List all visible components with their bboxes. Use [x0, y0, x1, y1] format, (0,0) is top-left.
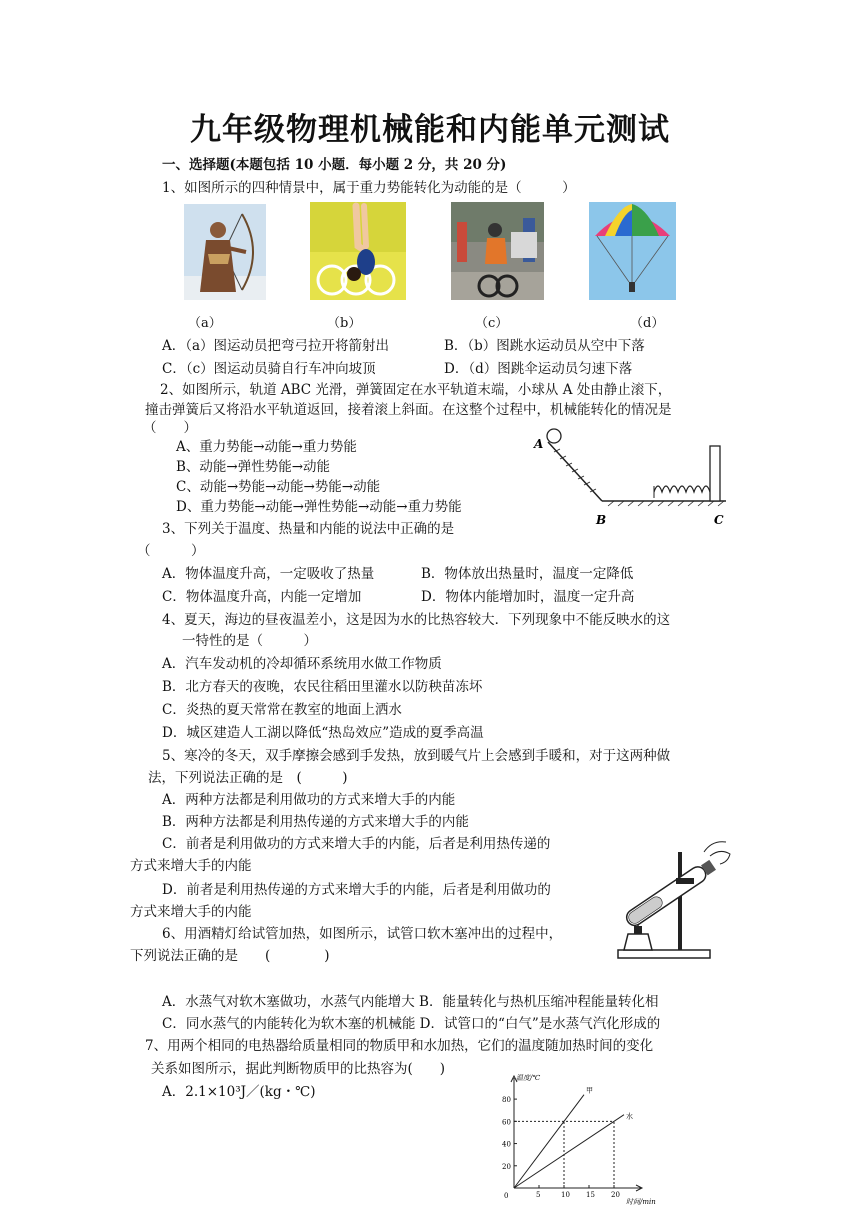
q5-option-c-line2: 方式来增大手的内能 — [130, 858, 252, 874]
q2-stem-line2: 撞击弹簧后又将沿水平轨道返回，接着滚上斜面。在这整个过程中，机械能转化的情况是 — [145, 402, 672, 418]
q5-option-d-line1: D．前者是利用热传递的方式来增大手的内能，后者是利用做功的 — [162, 882, 551, 898]
q7-stem-line2: 关系如图所示，据此判断物质甲的比热容为( ) — [151, 1061, 446, 1077]
x-tick-label: 5 — [536, 1191, 541, 1199]
series-line-0 — [514, 1095, 584, 1188]
y-axis-label: 温度/℃ — [516, 1074, 541, 1082]
q2-option-b: B、动能→弹性势能→动能 — [176, 459, 331, 475]
origin-label: 0 — [504, 1192, 509, 1200]
q2-option-d: D、重力势能→动能→弹性势能→动能→重力势能 — [176, 499, 462, 515]
archer-photo — [184, 204, 266, 300]
q3-option-a: A．物体温度升高，一定吸收了热量 — [162, 566, 375, 582]
x-tick-label: 20 — [611, 1191, 620, 1199]
q3-option-b: B．物体放出热量时，温度一定降低 — [421, 566, 634, 582]
q3-stem-line2: （ ） — [137, 543, 205, 559]
label-a: A — [534, 437, 544, 451]
diver-photo — [310, 202, 406, 300]
label-c: C — [714, 513, 724, 527]
x-tick-label: 15 — [586, 1191, 595, 1199]
series-label-1: 水 — [626, 1112, 633, 1121]
q5-option-c-line1: C．前者是利用做功的方式来增大手的内能，后者是利用热传递的 — [162, 836, 551, 852]
q3-stem-line1: 3、下列关于温度、热量和内能的说法中正确的是 — [162, 521, 455, 537]
q1-option-b: B．（b）图跳水运动员从空中下落 — [444, 338, 645, 354]
q1-option-d: D．（d）图跳伞运动员匀速下落 — [444, 361, 633, 377]
q4-option-a: A．汽车发动机的冷却循环系统用水做工作物质 — [162, 656, 442, 672]
parachute-photo — [589, 202, 676, 300]
q6-stem-line1: 6、用酒精灯给试管加热，如图所示，试管口软木塞冲出的过程中， — [162, 926, 563, 942]
y-tick-label: 20 — [502, 1162, 511, 1171]
temperature-time-chart — [494, 1070, 684, 1210]
page-title: 九年级物理机械能和内能单元测试 — [190, 112, 670, 148]
q5-stem-line2: 法，下列说法正确的是 ( ) — [148, 770, 348, 786]
y-tick-label: 60 — [502, 1118, 511, 1127]
y-tick-label: 40 — [502, 1140, 511, 1149]
q5-option-a: A．两种方法都是利用做功的方式来增大手的内能 — [162, 792, 456, 808]
q7-stem-line1: 7、用两个相同的电热器给质量相同的物质甲和水加热，它们的温度随加热时间的变化 — [145, 1038, 654, 1054]
section-heading: 一、选择题(本题包括 10 小题．每小题 2 分，共 20 分) — [162, 157, 507, 173]
cyclist-photo — [451, 202, 544, 300]
q4-option-d: D．城区建造人工湖以降低“热岛效应”造成的夏季高温 — [162, 725, 484, 741]
q4-stem-line2: 一特性的是（ ） — [182, 633, 317, 649]
q5-option-d-line2: 方式来增大手的内能 — [130, 904, 252, 920]
q1-option-c: C．（c）图运动员骑自行车冲向坡顶 — [162, 361, 376, 377]
q2-option-c: C、动能→势能→动能→势能→动能 — [176, 479, 381, 495]
series-label-0: 甲 — [586, 1086, 593, 1095]
caption-d: （d） — [630, 316, 665, 331]
q4-stem-line1: 4、夏天，海边的昼夜温差小，这是因为水的比热容较大．下列现象中不能反映水的这 — [162, 612, 671, 628]
q2-option-a: A、重力势能→动能→重力势能 — [176, 439, 357, 455]
x-axis-label: 时间/min — [626, 1198, 656, 1206]
q6-options-cd: C．同水蒸气的内能转化为软木塞的机械能 D．试管口的“白气”是水蒸气汽化形成的 — [162, 1016, 661, 1032]
q4-option-b: B．北方春天的夜晚，农民往稻田里灌水以防秧苗冻坏 — [162, 679, 483, 695]
q5-stem-line1: 5、寒冷的冬天，双手摩擦会感到手发热，放到暖气片上会感到手暖和，对于这两种做 — [162, 748, 671, 764]
q4-option-c: C．炎热的夏天常常在教室的地面上洒水 — [162, 702, 402, 718]
label-b: B — [596, 513, 607, 527]
caption-a: （a） — [188, 316, 222, 331]
caption-c: （c） — [475, 316, 509, 331]
q6-options-ab: A．水蒸气对软木塞做功，水蒸气内能增大 B．能量转化与热机压缩冲程能量转化相 — [162, 994, 659, 1010]
q5-option-b: B．两种方法都是利用热传递的方式来增大手的内能 — [162, 814, 469, 830]
caption-b: （b） — [327, 316, 362, 331]
q1-stem: 1、如图所示的四种情景中，属于重力势能转化为动能的是（ ） — [162, 180, 576, 196]
y-tick-label: 80 — [502, 1096, 511, 1105]
q3-option-c: C．物体温度升高，内能一定增加 — [162, 589, 362, 605]
q6-stem-line2: 下列说法正确的是 ( ) — [130, 948, 330, 964]
track-diagram — [530, 426, 740, 530]
q3-option-d: D．物体内能增加时，温度一定升高 — [421, 589, 635, 605]
q2-stem-line1: 2、如图所示，轨道 ABC 光滑，弹簧固定在水平轨道末端，小球从 A 处由静止滚下， — [160, 382, 672, 398]
q1-option-a: A．（a）图运动员把弯弓拉开将箭射出 — [162, 338, 390, 354]
q2-stem-line3: （ ） — [143, 420, 197, 436]
series-line-1 — [514, 1115, 624, 1188]
x-tick-label: 10 — [561, 1191, 570, 1199]
q7-option-a: A．2.1×10³J／(kg・℃) — [162, 1084, 316, 1100]
test-tube-apparatus — [604, 838, 734, 968]
